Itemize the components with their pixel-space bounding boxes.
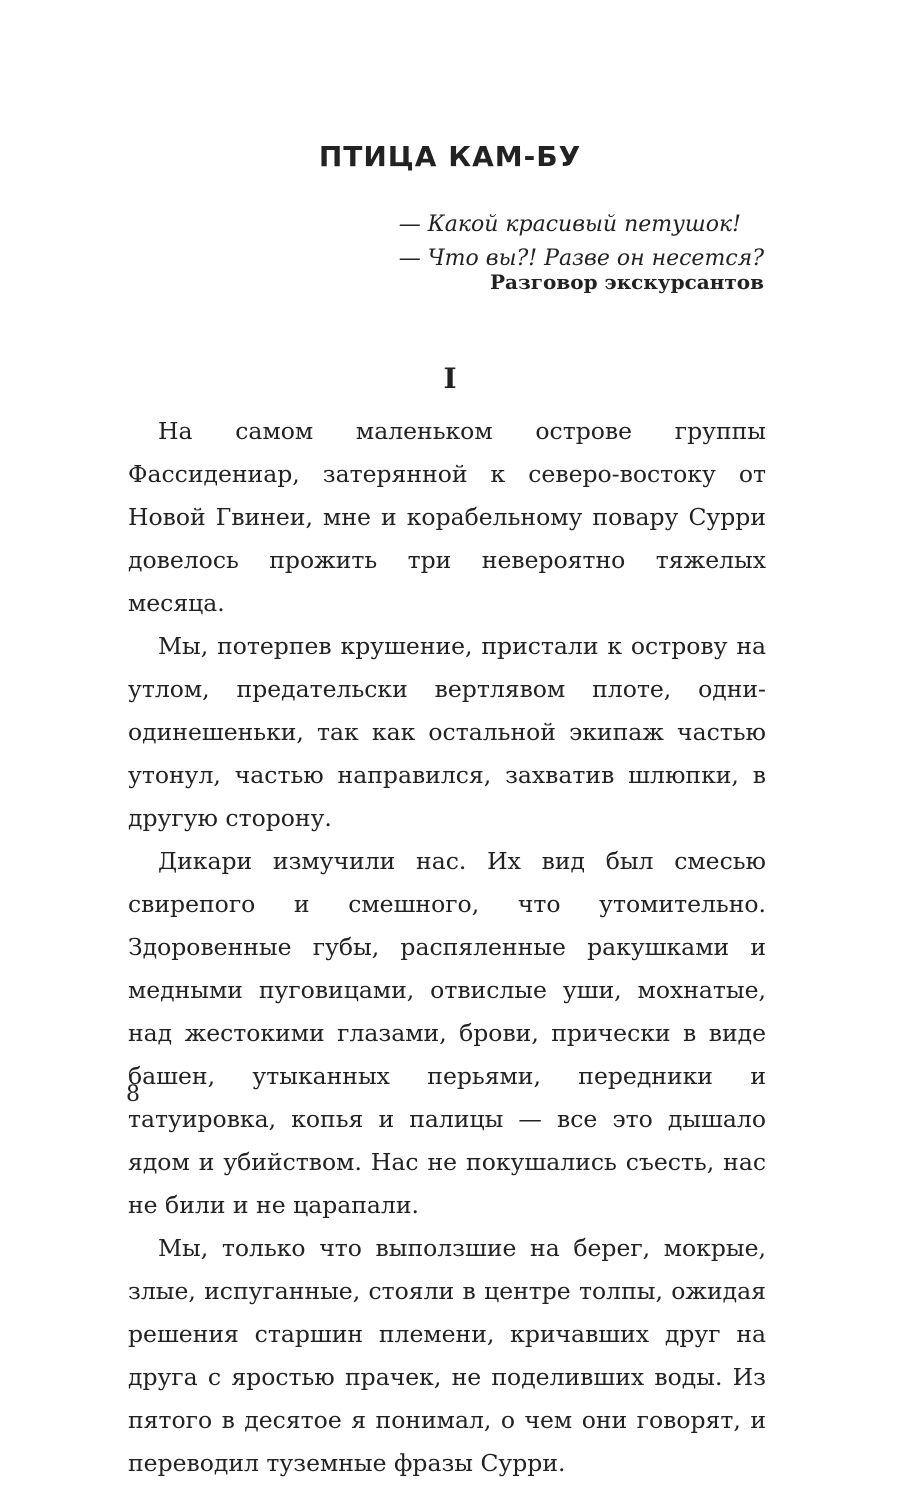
paragraph: Мы, только что выползшие на берег, мокрые, злые, испуганные, стояли в центре толпы, ожидая решения старшин племени, кричавших друг на друга с яростью прачек, не поделивших воды. Из пятого в десятое я понимал, о чем они говорят, и переводил туземные фразы Сурри.	[128, 1234, 766, 1477]
page-number: 8	[126, 1082, 140, 1107]
body-text	[128, 410, 766, 1485]
epigraph	[399, 208, 764, 276]
paragraph: Дикари измучили нас. Их вид был смесью свирепого и смешного, что утомительно. Здоровенные губы, распяленные ракушками и медными пуговицами, отвислые уши, мохнатые, над жестокими глазами, брови, прически в виде башен, утыканных перьями, передники и татуировка, копья и палицы — все это дышало ядом и убийством. Нас не покушались съесть, нас не били и не царапали.	[128, 847, 766, 1219]
chapter-number: I	[443, 362, 457, 395]
epigraph-line: — Что вы?! Разве он несется?	[398, 246, 764, 271]
story-title: ПТИЦА КАМ-БУ	[318, 140, 582, 173]
paragraph: На самом маленьком острове группы Фассидениар, затерянной к северо-востоку от Новой Гвинеи, мне и корабельному повару Сурри довелось прожить три невероятно тяжелых месяца.	[128, 417, 766, 617]
epigraph-source: Разговор экскурсантов	[490, 270, 764, 294]
paragraph: Мы, потерпев крушение, пристали к острову на утлом, предательски вертлявом плоте, одни-одинешеньки, так как остальной экипаж частью утонул, частью направился, захватив шлюпки, в другую сторону.	[128, 632, 766, 832]
epigraph-line: — Какой красивый петушок!	[398, 212, 741, 237]
